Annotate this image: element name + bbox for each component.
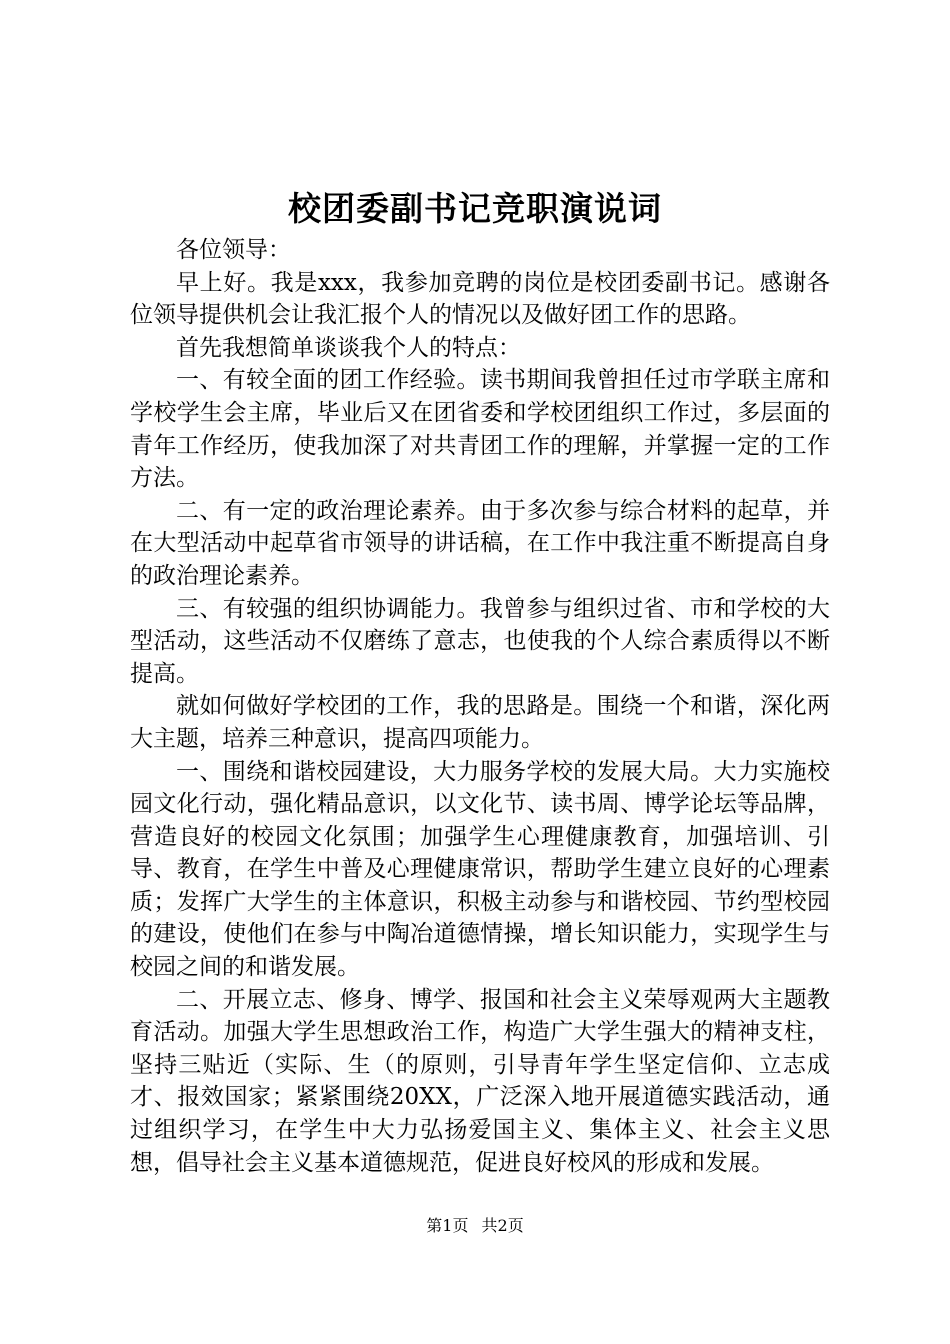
document-body — [130, 234, 830, 1179]
page-total: 共2页 — [481, 1216, 524, 1235]
paragraph-greeting: 早上好。我是xxx，我参加竞聘的岗位是校团委副书记。感谢各位领导提供机会让我汇报个人的情况以及做好团工作的思路。 — [130, 269, 830, 329]
paragraph-plan-intro: 就如何做好学校团的工作，我的思路是。围绕一个和谐，深化两大主题，培养三种意识，提高四项能力。 — [130, 693, 830, 752]
page-number: 第1页 — [426, 1216, 469, 1235]
paragraph-trait-1: 一、有较全面的团工作经验。读书期间我曾担任过市学联主席和学校学生会主席，毕业后又在团省委和学校团组织工作过，多层面的青年工作经历，使我加深了对共青团工作的理解，并掌握一定的工作方法。 — [130, 367, 830, 492]
paragraph-plan-1: 一、围绕和谐校园建设，大力服务学校的发展大局。大力实施校园文化行动，强化精品意识，以文化节、读书周、博学论坛等品牌，营造良好的校园文化氛围；加强学生心理健康教育，加强培训、引导、教育，在学生中普及心理健康常识，帮助学生建立良好的心理素质；发挥广大学生的主体意识，积极主动参与和谐校园、节约型校园的建设，使他们在参与中陶冶道德情操，增长知识能力，实现学生与校园之间的和谐发展。 — [130, 758, 830, 981]
page-footer — [0, 1214, 950, 1238]
paragraph-salutation: 各位领导： — [176, 237, 291, 263]
paragraph-intro: 首先我想简单谈谈我个人的特点： — [176, 334, 521, 361]
paragraph-plan-2: 二、开展立志、修身、博学、报国和社会主义荣辱观两大主题教育活动。加强大学生思想政治工作，构造广大学生强大的精神支柱，坚持三贴近（实际、生（的原则，引导青年学生坚定信仰、立志成才、报效国家；紧紧围绕20XX，广泛深入地开展道德实践活动，通过组织学习，在学生中大力弘扬爱国主义、集体主义、社会主义思想，倡导社会主义基本道德规范，促进良好校风的形成和发展。 — [130, 986, 830, 1176]
paragraph-trait-2: 二、有一定的政治理论素养。由于多次参与综合材料的起草，并在大型活动中起草省市领导的讲话稿，在工作中我注重不断提高自身的政治理论素养。 — [130, 497, 830, 589]
document-title: 校团委副书记竞职演说词 — [288, 189, 662, 228]
paragraph-trait-3: 三、有较强的组织协调能力。我曾参与组织过省、市和学校的大型活动，这些活动不仅磨练了意志，也使我的个人综合素质得以不断提高。 — [130, 595, 830, 687]
